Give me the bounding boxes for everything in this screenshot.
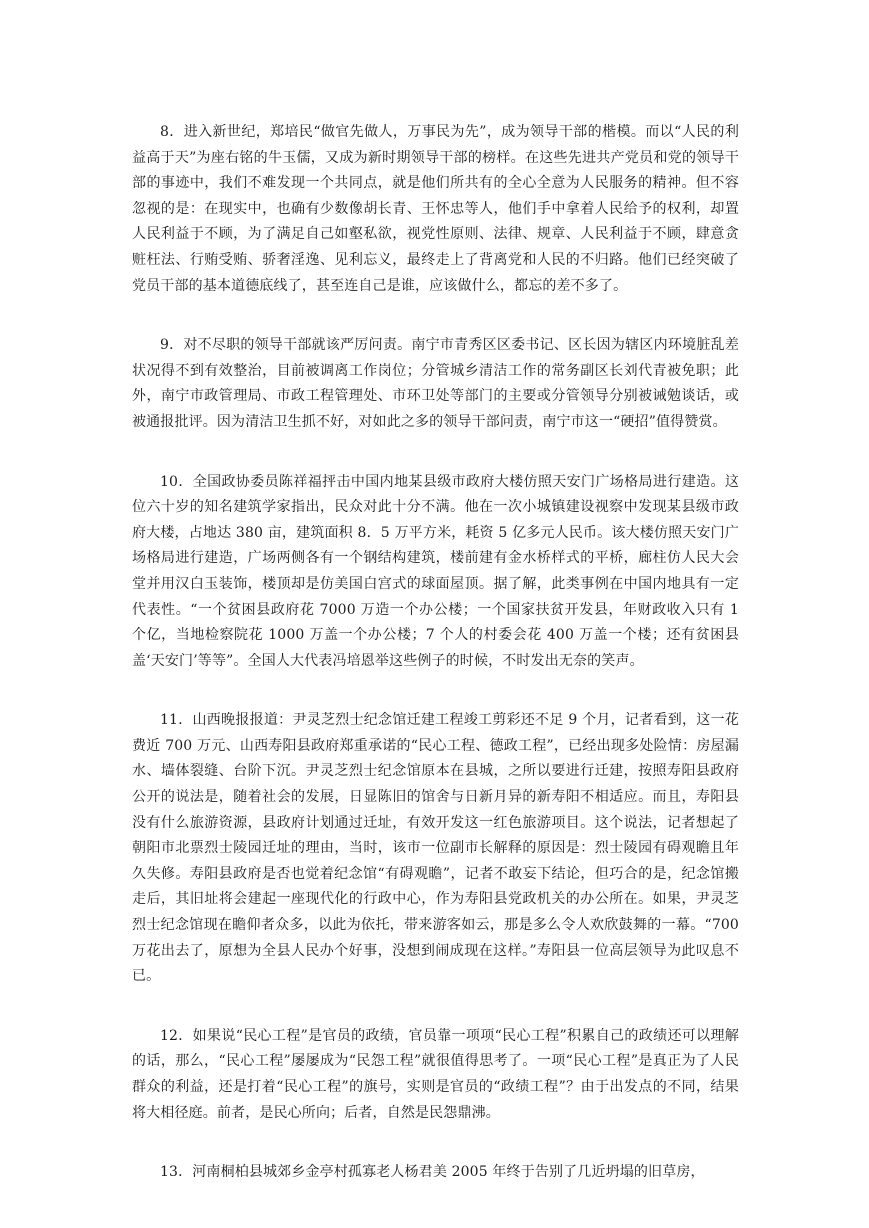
paragraph-13: 13．河南桐柏县城郊乡金亭村孤寡老人杨君美 2005 年终于告别了几近坍塌的旧草房， xyxy=(160,1164,705,1181)
paragraph-11: 11．山西晚报报道：尹灵芝烈士纪念馆迁建工程竣工剪彩还不足 9 个月，记者看到，这一花费近 700 万元、山西寿阳县政府郑重承诺的“民心工程、德政工程”，已经出现多处险情：房屋漏水、墙体裂缝、台阶下沉。尹灵芝烈士纪念馆原本在县城，之所以要进行迁建，按照寿阳县政府公开的说法是，随着社会的发展，日显陈旧的馆舍与日新月异的新寿阳不相适应。而且，寿阳县没有什么旅游资源，县政府计划通过迁址，有效开发这一红色旅游项目。这个说法，记者想起了朝阳市北票烈士陵园迁址的理由，当时，该市一位副市长解释的原因是：烈士陵园有碍观瞻且年久失修。寿阳县政府是否也觉着纪念馆“有碍观瞻”，记者不敢妄下结论，但巧合的是，纪念馆搬走后，其旧址将会建起一座现代化的行政中心，作为寿阳县党政机关的办公所在。如果，尹灵芝烈士纪念馆现在瞻仰者众多，以此为依托，带来游客如云，那是多么令人欢欣鼓舞的一幕。“700 万花出去了，原想为全县人民办个好事，没想到闹成现在这样。”寿阳县一位高层领导为此叹息不已。 xyxy=(132,712,739,985)
paragraph-12: 12．如果说“民心工程”是官员的政绩，官员靠一项项“民心工程”积累自己的政绩还可以理解的话，那么，“民心工程”屡屡成为“民怨工程”就很值得思考了。一项“民心工程”是真正为了人民群众的利益，还是打着“民心工程”的旗号，实则是官员的“政绩工程”？由于出发点的不同，结果将大相径庭。前者，是民心所向；后者，自然是民怨鼎沸。 xyxy=(132,1027,739,1121)
paragraph-10: 10．全国政协委员陈祥福抨击中国内地某县级市政府大楼仿照天安门广场格局进行建造。这位六十岁的知名建筑学家指出，民众对此十分不满。他在一次小城镇建设视察中发现某县级市政府大楼，占地达 380 亩，建筑面积 8．5 万平方米，耗资 5 亿多元人民币。该大楼仿照天安门广场格局进行建造，广场两侧各有一个钢结构建筑，楼前建有金水桥样式的平桥，廊柱仿人民大会堂并用汉白玉装饰，楼顶却是仿美国白宫式的球面屋顶。据了解，此类事例在中国内地具有一定代表性。“一个贫困县政府花 7000 万造一个办公楼；一个国家扶贫开发县，年财政收入只有 1 个亿，当地检察院花 1000 万盖一个办公楼；7 个人的村委会花 400 万盖一个楼；还有贫困县盖‘天安门’等等”。全国人大代表冯培恩举这些例子的时候，不时发出无奈的笑声。 xyxy=(132,473,739,669)
paragraph-8: 8．进入新世纪，郑培民“做官先做人，万事民为先”，成为领导干部的楷模。而以“人民的利益高于天”为座右铭的牛玉儒，又成为新时期领导干部的榜样。在这些先进共产党员和党的领导干部的事迹中，我们不难发现一个共同点，就是他们所共有的全心全意为人民服务的精神。但不容忽视的是：在现实中，也确有少数像胡长青、王怀忠等人，他们手中拿着人民给予的权利，却置人民利益于不顾，为了满足自己如壑私欲，视党性原则、法律、规章、人民利益于不顾，肆意贪赃枉法、行贿受贿、骄奢淫逸、见利忘义，最终走上了背离党和人民的不归路。他们已经突破了党员干部的基本道德底线了，甚至连自己是谁，应该做什么，都忘的差不多了。 xyxy=(132,124,739,294)
paragraph-9: 9．对不尽职的领导干部就该严厉问责。南宁市青秀区区委书记、区长因为辖区内环境脏乱差状况得不到有效整治，目前被调离工作岗位；分管城乡清洁工作的常务副区长刘代青被免职；此外，南宁市政管理局、市政工程管理处、市环卫处等部门的主要或分管领导分别被诫勉谈话，或被通报批评。因为清洁卫生抓不好，对如此之多的领导干部问责，南宁市这一“硬招”值得赞赏。 xyxy=(132,337,739,430)
